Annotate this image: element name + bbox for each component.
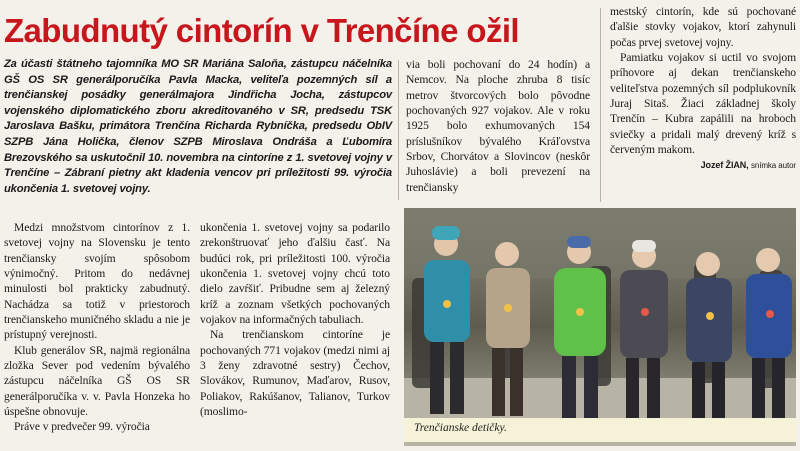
article-paragraph: Pamiatku vojakov si uctil vo svojom príhovore aj dekan trenčianskeho veliteľstva pozemných síl podplukovník Juraj Sitaš. Žiaci základnej školy Trenčín – Kubra zapálili na hroboch sviečky a pridali malý drevený kríž s červeným makom. bbox=[610, 51, 796, 157]
article-photo bbox=[404, 208, 796, 446]
children-with-candles-illustration bbox=[404, 208, 796, 446]
article-paragraph: ukončenia 1. svetovej vojny sa podarilo zrekonštruovať jeho ďalšiu časť. Na budúci rok, pri príležitosti 100. výročia ukončenia 1. svetovej vojny chcú toto dielo zavŕšiť. Pribudne sem aj železný kríž a zoznam všetkých pochovaných vojakov na informačných tabuliach. bbox=[200, 221, 390, 327]
article-column-3 bbox=[406, 57, 590, 195]
article-column-1 bbox=[4, 220, 190, 435]
article-paragraph: mestský cintorín, kde sú pochované ďalšie stovky vojakov, ktorí zahynuli počas prvej svetovej vojny. bbox=[610, 5, 796, 49]
photo-caption: Trenčianske detičky. bbox=[404, 418, 796, 442]
lead-paragraph: Za účasti štátneho tajomníka MO SR Mariána Saloňa, zástupcu náčelníka GŠ OS SR generálporučíka Pavla Macka, veliteľa pozemných síl a trenčianskej posádky generálmajora Jindřicha Jocha, zástupcov vojenského diplomatického zboru akreditovaného v SR, predsedu TSK Jaroslava Bašku, primátora Trenčína Richarda Rybníčka, predsedu ObIV SZPB Jána Holička, členov SZPB Miroslava Ondráša a Ľubomíra Brezovského sa uskutočnil 10. novembra na cintoríne z 1. svetovej vojny v Trenčíne – Zábraní pietny akt kladenia vencov pri príležitosti 99. výročia ukončenia 1. svetovej vojny. bbox=[4, 58, 392, 195]
article-column-2 bbox=[200, 220, 390, 419]
credit-author: Jozef ŽIAN, bbox=[700, 160, 749, 171]
column-divider bbox=[398, 60, 399, 200]
article-paragraph: Medzi množstvom cintorínov z 1. svetovej vojny na Slovensku je tento trenčiansky svojím spôsobom výnimočný. Pritom do nedávnej minulosti bol prakticky zabudnutý. Nachádza sa totiž v priestoroch trenčianskeho muničného skladu a nie je prístupný verejnosti. bbox=[4, 221, 190, 342]
credit-role: snímka autor bbox=[750, 161, 796, 171]
headline: Zabudnutý cintorín v Trenčíne ožil bbox=[4, 12, 519, 49]
photo-credit bbox=[610, 158, 796, 173]
column-divider bbox=[600, 8, 601, 202]
article-column-4 bbox=[610, 4, 796, 174]
article-paragraph: Klub generálov SR, najmä regionálna zložka Sever pod vedením bývalého zástupcu náčelníka GŠ OS SR generálporučíka v. v. Pavla Honzeka ho úspešne obnovuje. bbox=[4, 343, 190, 419]
article-paragraph: via boli pochovaní do 24 hodín) a Nemcov. Na ploche zhruba 8 tisíc metrov štvorcových bolo pôvodne pochovaných 927 vojakov. Ale v roku 1925 bolo exhumovaných 154 príslušníkov bývalého Kráľovstva Srbov, Chorvátov a Slovincov (neskôr Juhoslávie) a boli prevezení na trenčiansky bbox=[406, 58, 590, 194]
article-paragraph: Na trenčianskom cintoríne je pochovaných 771 vojakov (medzi nimi aj 3 ženy zdravotné sestry) Čechov, Slovákov, Rumunov, Maďarov, Rusov, Poliakov, Rakúšanov, Talianov, Turkov (moslimo- bbox=[200, 328, 390, 419]
article-paragraph: Práve v predvečer 99. výročia bbox=[14, 420, 150, 434]
